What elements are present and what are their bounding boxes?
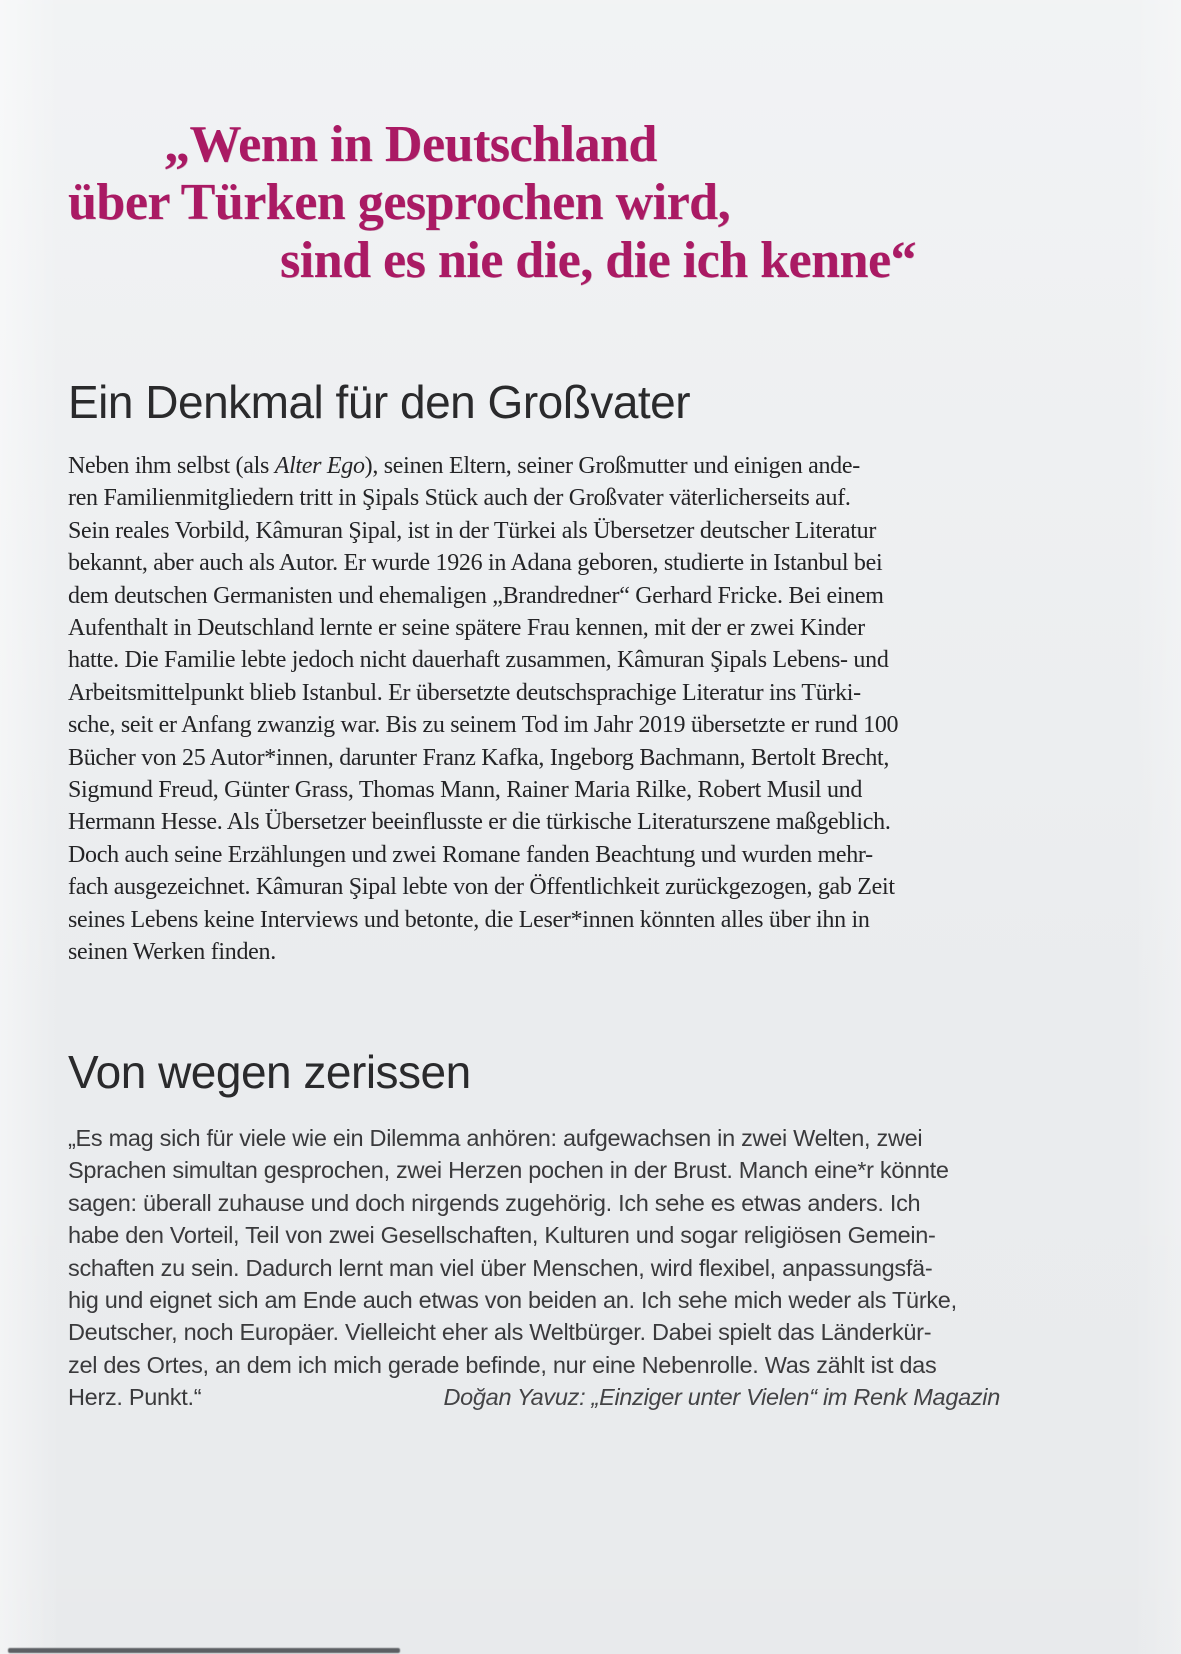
quote-closing-row	[68, 1381, 1000, 1413]
text-line: ren Familienmitgliedern tritt in Şipals Stück auch der Großvater väterlicherseits auf.	[68, 485, 851, 512]
text-line: „Es mag sich für viele wie ein Dilemma anhören: aufgewachsen in zwei Welten, zwei	[68, 1125, 923, 1151]
headline-line-2: über Türken gesprochen wird,	[68, 174, 731, 231]
text-line: Sprachen simultan gesprochen, zwei Herzen pochen in der Brust. Manch eine*r könnte	[68, 1157, 949, 1184]
text-line: Doch auch seine Erzählungen und zwei Romane fanden Beachtung und wurden mehr-	[68, 841, 873, 868]
text-line: sagen: überall zuhause und doch nirgends zugehörig. Ich sehe es etwas anders. Ich	[68, 1189, 921, 1216]
text-line: schaften zu sein. Dadurch lernt man viel über Menschen, wird flexibel, anpassungsfä-	[68, 1254, 933, 1281]
text-line: zel des Ortes, an dem ich mich gerade befinde, nur eine Nebenrolle. Was zählt ist das	[68, 1351, 937, 1378]
text-line: sche, seit er Anfang zwanzig war. Bis zu seinem Tod im Jahr 2019 übersetzte er rund 100	[68, 712, 899, 739]
quote-paragraph	[68, 1122, 1118, 1381]
section-heading-zerissen: Von wegen zerissen	[68, 1046, 471, 1098]
text-segment: Neben ihm selbst (als	[68, 453, 275, 479]
quote-closing-line: Herz. Punkt.“	[68, 1384, 202, 1410]
text-line: Deutscher, noch Europäer. Vielleicht eher als Weltbürger. Dabei spielt das Länderkür-	[68, 1319, 932, 1346]
headline-line-3: sind es nie die, die ich kenne“	[280, 232, 917, 289]
section-heading-denkmal: Ein Denkmal für den Großvater	[68, 376, 691, 428]
scan-artifact-strip	[8, 1648, 400, 1653]
text-line: Hermann Hesse. Als Übersetzer beeinflusste er die türkische Literaturszene maßgeblich.	[68, 809, 891, 836]
text-line: hig und eignet sich am Ende auch etwas von beiden an. Ich sehe mich weder als Türke,	[68, 1287, 957, 1314]
text-line: Aufenthalt in Deutschland lernte er seine spätere Frau kennen, mit der er zwei Kinder	[68, 615, 865, 642]
intro-paragraph	[68, 450, 1118, 969]
italic-text: Alter Ego	[274, 453, 365, 479]
text-line: Arbeitsmittelpunkt blieb Istanbul. Er übersetzte deutschsprachige Literatur ins Türki-	[68, 679, 861, 706]
quote-attribution: Doğan Yavuz: „Einziger unter Vielen“ im Renk Magazin	[443, 1384, 1000, 1410]
text-segment: ), seinen Eltern, seiner Großmutter und einigen ande-	[364, 453, 860, 479]
text-line: seinen Werken finden.	[68, 939, 276, 966]
text-line: fach ausgezeichnet. Kâmuran Şipal lebte von der Öffentlichkeit zurückgezogen, gab Zeit	[68, 874, 895, 901]
text-line	[68, 450, 1118, 482]
text-line: hatte. Die Familie lebte jedoch nicht dauerhaft zusammen, Kâmuran Şipals Lebens- und	[68, 647, 889, 674]
text-line: Bücher von 25 Autor*innen, darunter Franz Kafka, Ingeborg Bachmann, Bertolt Brecht,	[68, 744, 890, 771]
headline-quote	[68, 116, 1128, 290]
text-line: habe den Vorteil, Teil von zwei Gesellschaften, Kulturen und sogar religiösen Gemein-	[68, 1222, 936, 1249]
text-line: seines Lebens keine Interviews und betonte, die Leser*innen könnten alles über ihn in	[68, 906, 870, 933]
text-line: Sigmund Freud, Günter Grass, Thomas Mann, Rainer Maria Rilke, Robert Musil und	[68, 777, 863, 804]
headline-line-1: „Wenn in Deutschland	[164, 116, 657, 173]
text-line: Sein reales Vorbild, Kâmuran Şipal, ist in der Türkei als Übersetzer deutscher Literatur	[68, 517, 877, 544]
text-line: dem deutschen Germanisten und ehemaligen „Brandredner“ Gerhard Fricke. Bei einem	[68, 582, 884, 609]
text-line: bekannt, aber auch als Autor. Er wurde 1926 in Adana geboren, studierte in Istanbul bei	[68, 550, 883, 577]
